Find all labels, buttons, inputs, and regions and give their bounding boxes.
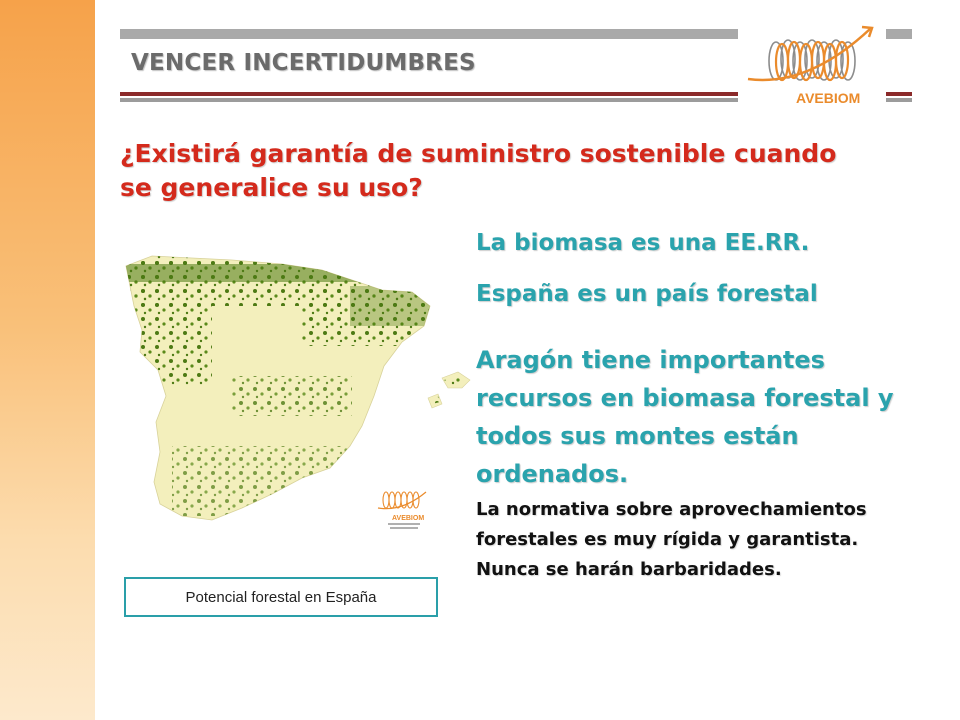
map-graphic xyxy=(112,246,477,546)
header-rule-gray-right xyxy=(886,98,912,102)
header-rule-gray xyxy=(120,98,740,102)
sidebar-decoration xyxy=(0,0,95,720)
map-caption-text: Potencial forestal en España xyxy=(185,588,377,606)
balearic-islands xyxy=(428,372,470,408)
map-caption xyxy=(124,577,438,617)
logo-text: AVEBIOM xyxy=(796,90,861,106)
spain-forest-map xyxy=(112,246,477,546)
logo-graphic xyxy=(738,17,886,110)
header-bar xyxy=(120,29,740,39)
avebiom-logo xyxy=(738,17,886,110)
header-rule-red xyxy=(120,92,740,96)
map-watermark-text: AVEBIOM xyxy=(392,515,425,522)
point-aragon-resources: Aragón tiene importantes recursos en biomasa forestal y todos sus montes están ordenados. xyxy=(476,346,894,488)
slide-title: VENCER INCERTIDUMBRES xyxy=(131,50,476,76)
map-watermark xyxy=(378,492,426,529)
mainland xyxy=(112,246,442,520)
point-biomass-renewable: La biomasa es una EE.RR. xyxy=(476,230,810,256)
regulation-note: La normativa sobre aprovechamientos forestales es muy rígida y garantista. Nunca se harán barbaridades. xyxy=(476,499,867,580)
question-heading: ¿Existirá garantía de suministro sostenible cuando se generalice su uso? xyxy=(120,139,837,202)
header-bar-right xyxy=(886,29,912,39)
header-rule-red-right xyxy=(886,92,912,96)
point-spain-forest: España es un país forestal xyxy=(476,281,818,307)
